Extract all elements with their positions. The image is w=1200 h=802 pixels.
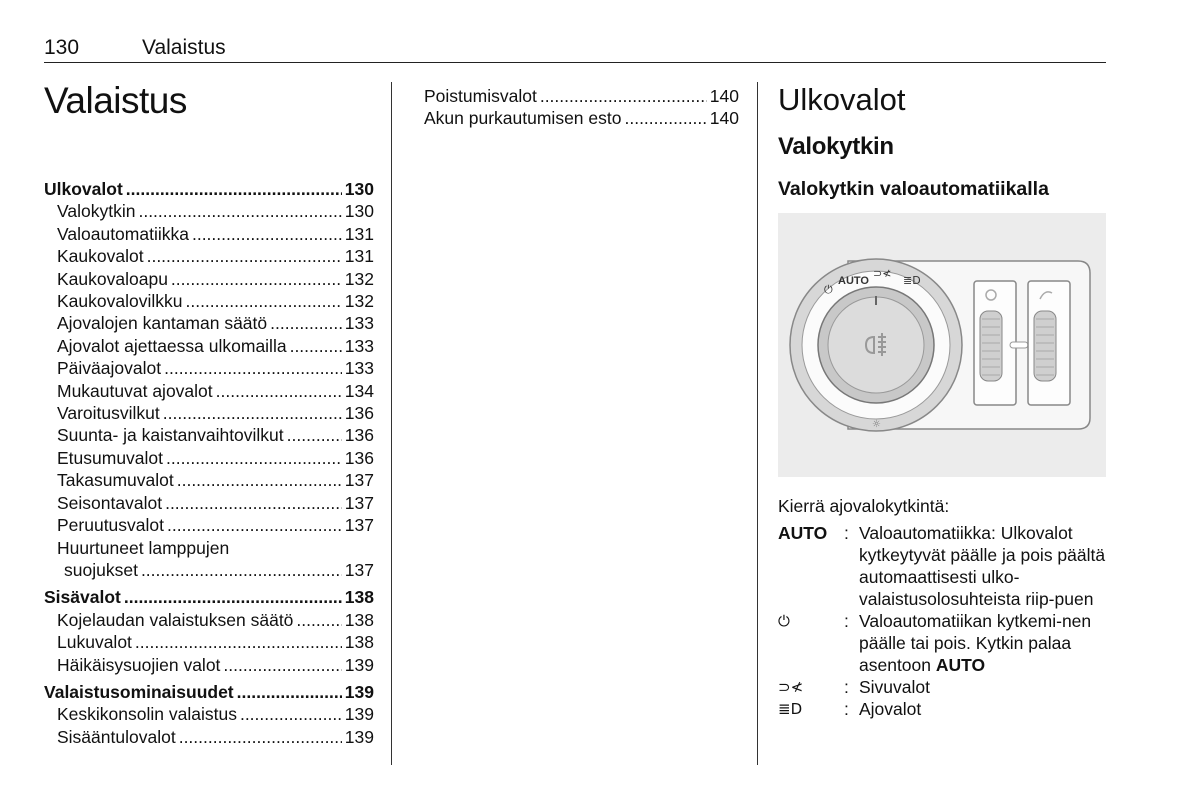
toc-entry (44, 424, 374, 446)
toc-entry (44, 290, 374, 312)
toc-entry (44, 537, 374, 559)
toc-leader-dots (223, 654, 341, 676)
toc-entry-label: Lukuvalot (57, 632, 132, 653)
power-icon: ⏻ (824, 284, 833, 296)
auto-label: AUTO (838, 275, 869, 287)
toc-entry-page: 139 (344, 681, 374, 702)
toc-leader-dots (296, 609, 341, 631)
toc-entry (44, 586, 374, 608)
toc-entry (44, 380, 374, 402)
definition-text: Sivuvalot (859, 677, 931, 697)
toc-entry-page: 138 (344, 587, 374, 608)
toc-entry-label: Ajovalot ajettaessa ulkomailla (57, 335, 287, 356)
toc-entry-page: 139 (344, 726, 374, 747)
intro-text: Kierrä ajovalokytkintä: (778, 496, 950, 516)
toc-entry (44, 245, 374, 267)
toc-entry (44, 631, 374, 653)
definition-description (859, 610, 1113, 676)
column-divider-1 (391, 82, 392, 765)
toc-entry-page: 140 (709, 86, 739, 106)
toc-entry-page: 137 (344, 559, 374, 580)
toc-entry-page: 130 (344, 179, 374, 199)
toc-entry-label: Kaukovalovilkku (57, 291, 183, 312)
section-title: Ulkovalot (778, 82, 906, 117)
definition-term: AUTO (778, 523, 828, 543)
toc-entry (44, 357, 374, 379)
toc-leader-dots (287, 424, 342, 446)
parking-light-icon: ⊃≮ (873, 267, 892, 280)
toc-entry-label: Etusumuvalot (57, 447, 164, 468)
toc-leader-dots (135, 631, 342, 653)
toc-leader-dots (163, 402, 342, 424)
toc-entry-page: 131 (344, 223, 374, 244)
toc-entry (44, 402, 374, 424)
toc-entry (424, 107, 739, 129)
toc-entry-label: suojukset (64, 559, 138, 580)
toc-entry-page: 139 (344, 704, 374, 725)
definition-separator: : (844, 523, 849, 543)
toc-entry (44, 447, 374, 469)
low-beam-icon: ≣D (778, 700, 803, 718)
toc-entry-label: Sisääntulovalot (57, 726, 176, 747)
definition-text: Valoautomatiikka: Ulkovalot kytkeytyvät päälle ja pois päältä automaattisesti ulko-valaistusolosuhteista riip-puen (859, 523, 1106, 609)
parking-light-icon: ⊃≮ (778, 678, 804, 696)
toc-leader-dots (290, 335, 342, 357)
toc-entry (44, 514, 374, 536)
toc-leader-dots (624, 107, 706, 129)
toc-entry-page: 132 (344, 268, 374, 289)
light-switch-illustration (778, 213, 1106, 477)
page-number: 130 (44, 36, 80, 59)
toc-leader-dots (165, 492, 342, 514)
header-section-title: Valaistus (142, 36, 226, 59)
toc-entry (44, 559, 374, 581)
toc-entry-label: Kaukovalot (57, 246, 144, 267)
subsubsection-title: Valokytkin valoautomatiikalla (778, 178, 1049, 200)
toc-entry (44, 200, 374, 222)
toc-leader-dots (171, 268, 342, 290)
toc-entry-label: Huurtuneet lamppujen (57, 537, 230, 558)
toc-entry-label: Ulkovalot (44, 179, 123, 199)
toc-entry (44, 223, 374, 245)
toc-entry-label: Akun purkautumisen esto (424, 108, 622, 129)
toc-leader-dots (167, 514, 342, 536)
toc-entry (44, 268, 374, 290)
toc-leader-dots (177, 469, 342, 491)
toc-entry-label: Valokytkin (57, 201, 136, 222)
toc-entry-label: Peruutusvalot (57, 515, 165, 536)
table-of-contents-continued (424, 85, 739, 130)
toc-entry (44, 726, 374, 748)
toc-entry-label: Seisontavalot (57, 492, 163, 513)
toc-leader-dots (270, 312, 342, 334)
toc-entry-label: Sisävalot (44, 587, 121, 608)
light-switch-drawing (778, 213, 1106, 477)
toc-entry-label: Häikäisysuojien valot (57, 654, 221, 675)
toc-leader-dots (147, 245, 342, 267)
toc-entry (44, 335, 374, 357)
definition-item (778, 522, 1113, 610)
toc-entry-label: Kojelaudan valaistuksen säätö (57, 609, 294, 630)
toc-entry-label: Suunta- ja kaistanvaihtovilkut (57, 425, 284, 446)
toc-entry-label: Mukautuvat ajovalot (57, 380, 213, 401)
toc-entry (44, 654, 374, 676)
low-beam-icon: ≣D (903, 274, 921, 287)
definition-description (859, 698, 1113, 720)
toc-leader-dots (124, 586, 342, 608)
toc-leader-dots (216, 380, 342, 402)
toc-entry-label: Varoitusvilkut (57, 403, 160, 424)
toc-entry-page: 138 (344, 609, 374, 630)
definition-separator: : (844, 699, 849, 719)
definition-emphasis: AUTO (935, 655, 986, 675)
toc-entry-label: Keskikonsolin valaistus (57, 704, 237, 725)
toc-entry (424, 85, 739, 107)
toc-entry (44, 178, 374, 200)
toc-leader-dots (126, 178, 342, 200)
definition-list (778, 522, 1113, 720)
toc-entry-page: 138 (344, 632, 374, 653)
toc-entry-page: 132 (344, 291, 374, 312)
definition-description (859, 676, 1113, 698)
toc-entry-label: Päiväajovalot (57, 358, 162, 379)
toc-entry (44, 469, 374, 491)
definition-text: Ajovalot (859, 699, 922, 719)
toc-entry (44, 312, 374, 334)
toc-leader-dots (138, 200, 341, 222)
page-header (44, 36, 1106, 63)
table-of-contents (44, 178, 374, 748)
toc-entry-page: 130 (344, 201, 374, 222)
definition-separator: : (844, 677, 849, 697)
toc-leader-dots (540, 85, 707, 107)
toc-leader-dots (185, 290, 341, 312)
toc-leader-dots (192, 223, 342, 245)
toc-entry-label: Poistumisvalot (424, 86, 537, 106)
toc-entry-page: 133 (344, 335, 374, 356)
toc-leader-dots (141, 559, 342, 581)
toc-leader-dots (240, 703, 342, 725)
definition-description (859, 522, 1113, 610)
definition-item (778, 610, 1113, 676)
toc-entry-label: Valaistusominaisuudet (44, 681, 234, 702)
toc-entry (44, 681, 374, 703)
toc-entry-page: 136 (344, 447, 374, 468)
toc-entry-label: Ajovalojen kantaman säätö (57, 313, 268, 334)
toc-entry-page: 133 (344, 358, 374, 379)
toc-entry-page: 140 (709, 108, 739, 129)
toc-entry (44, 609, 374, 631)
power-icon: ⏻ (778, 612, 790, 630)
toc-entry (44, 492, 374, 514)
chapter-title: Valaistus (44, 80, 187, 121)
toc-leader-dots (237, 681, 342, 703)
definition-item (778, 676, 1113, 698)
toc-leader-dots (166, 447, 342, 469)
toc-leader-dots (179, 726, 342, 748)
toc-entry-page: 133 (344, 313, 374, 334)
toc-entry-page: 139 (344, 654, 374, 675)
toc-leader-dots (164, 357, 342, 379)
toc-entry-page: 137 (344, 492, 374, 513)
definition-separator: : (844, 611, 849, 631)
toc-entry-page: 134 (344, 380, 374, 401)
toc-entry-label: Valoautomatiikka (57, 223, 189, 244)
toc-entry-page: 137 (344, 470, 374, 491)
toc-entry-page: 131 (344, 246, 374, 267)
column-divider-2 (757, 82, 758, 765)
toc-entry-label: Kaukovaloapu (57, 268, 168, 289)
definition-text: Valoautomatiikan kytkemi-nen päälle tai pois. Kytkin palaa asentoon (859, 611, 1092, 675)
toc-entry-page: 136 (344, 425, 374, 446)
toc-entry-page: 136 (344, 403, 374, 424)
brightness-icon: ☼ (872, 419, 881, 430)
toc-entry (44, 703, 374, 725)
definition-item (778, 698, 1113, 720)
toc-entry-label: Takasumuvalot (57, 470, 174, 491)
subsection-title: Valokytkin (778, 133, 894, 160)
toc-entry-page: 137 (344, 515, 374, 536)
